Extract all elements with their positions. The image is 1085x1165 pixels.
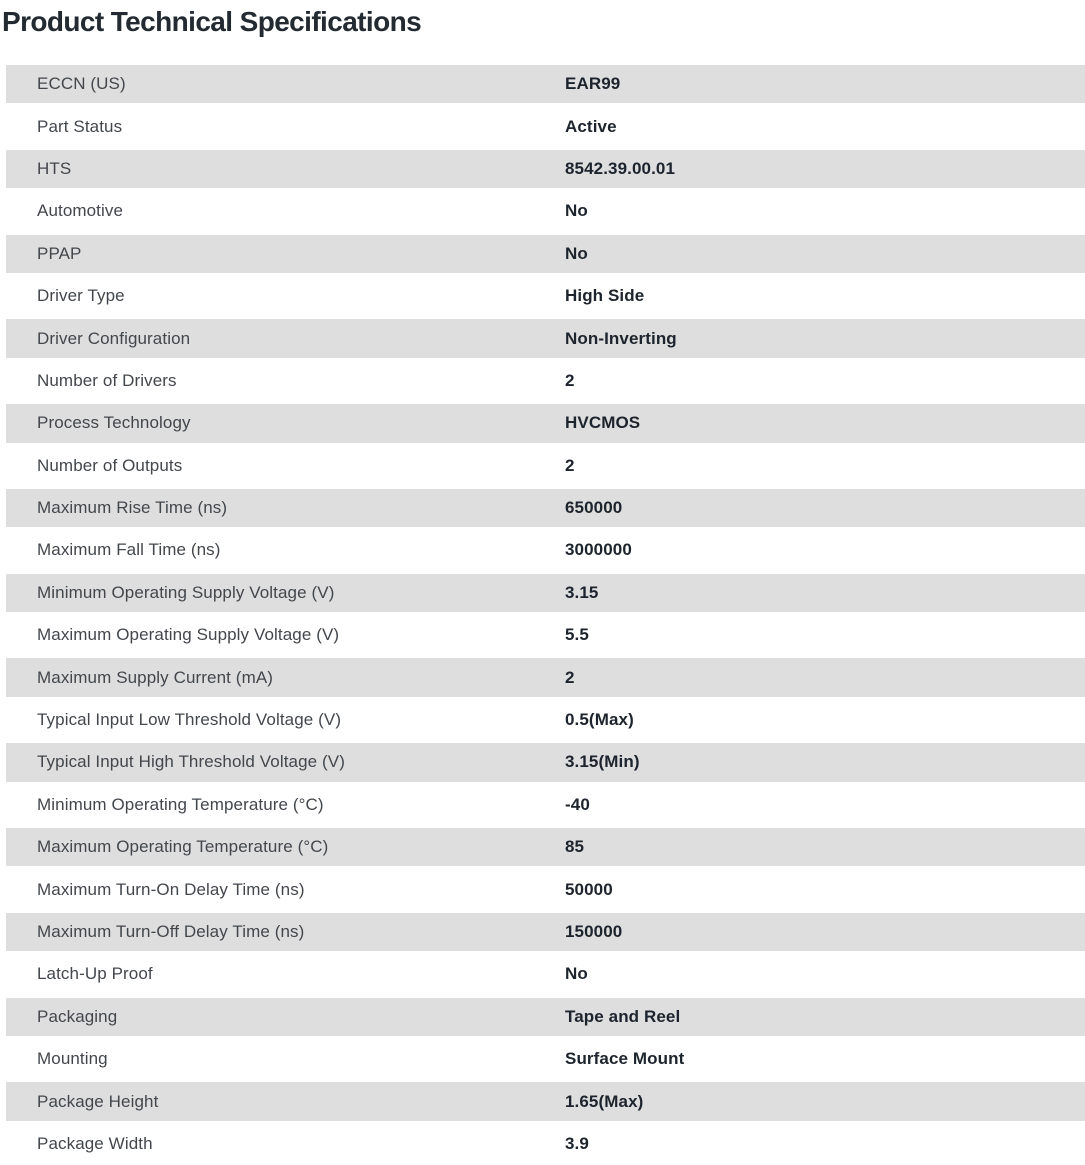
spec-label: HTS bbox=[37, 158, 72, 178]
spec-row bbox=[6, 741, 1085, 783]
spec-row bbox=[6, 868, 1085, 910]
spec-label: Latch-Up Proof bbox=[37, 964, 153, 984]
spec-label: Maximum Operating Temperature (°C) bbox=[37, 837, 329, 857]
spec-value: No bbox=[565, 243, 588, 263]
spec-value: 150000 bbox=[565, 922, 623, 941]
spec-value: No bbox=[565, 964, 588, 984]
spec-table bbox=[6, 63, 1085, 1165]
spec-row bbox=[6, 953, 1085, 995]
spec-row bbox=[6, 529, 1085, 571]
spec-label: Maximum Turn-On Delay Time (ns) bbox=[37, 879, 305, 899]
spec-label: Driver Type bbox=[37, 286, 125, 306]
spec-label: Minimum Operating Supply Voltage (V) bbox=[37, 582, 335, 602]
spec-row bbox=[6, 784, 1085, 826]
spec-value: -40 bbox=[565, 794, 590, 814]
spec-row bbox=[6, 1038, 1085, 1080]
spec-row bbox=[6, 1080, 1085, 1122]
spec-value: 0.5(Max) bbox=[565, 710, 634, 730]
page-title: Product Technical Specifications bbox=[2, 6, 422, 37]
spec-row bbox=[6, 656, 1085, 698]
spec-value: Surface Mount bbox=[565, 1049, 685, 1069]
spec-label: Minimum Operating Temperature (°C) bbox=[37, 794, 324, 814]
spec-value: 2 bbox=[565, 667, 575, 687]
spec-row bbox=[6, 63, 1085, 105]
spec-value: Tape and Reel bbox=[565, 1006, 681, 1026]
spec-label: Packaging bbox=[37, 1006, 118, 1026]
spec-value: 2 bbox=[565, 370, 575, 390]
spec-value: 650000 bbox=[565, 498, 623, 518]
spec-value: HVCMOS bbox=[565, 413, 641, 433]
spec-label: Automotive bbox=[37, 201, 124, 221]
spec-row bbox=[6, 233, 1085, 275]
spec-row bbox=[6, 402, 1085, 444]
spec-label: Typical Input Low Threshold Voltage (V) bbox=[37, 710, 342, 730]
spec-row bbox=[6, 148, 1085, 190]
spec-label: Package Width bbox=[37, 1133, 153, 1153]
spec-label: Maximum Turn-Off Delay Time (ns) bbox=[37, 922, 305, 941]
spec-value: 50000 bbox=[565, 879, 613, 899]
spec-value: 3.15(Min) bbox=[565, 752, 640, 772]
spec-value: Non-Inverting bbox=[565, 328, 677, 348]
spec-label: Mounting bbox=[37, 1049, 108, 1069]
spec-label: Process Technology bbox=[37, 413, 191, 433]
spec-value: 3.15 bbox=[565, 582, 599, 602]
spec-label: Number of Drivers bbox=[37, 370, 177, 390]
spec-value: No bbox=[565, 201, 588, 221]
spec-label: Maximum Fall Time (ns) bbox=[37, 540, 221, 560]
spec-label: Driver Configuration bbox=[37, 328, 191, 348]
spec-value: EAR99 bbox=[565, 74, 621, 94]
spec-label: Part Status bbox=[37, 116, 123, 136]
spec-row bbox=[6, 1123, 1085, 1165]
spec-label: Maximum Rise Time (ns) bbox=[37, 498, 228, 518]
spec-row bbox=[6, 572, 1085, 614]
spec-row bbox=[6, 317, 1085, 359]
spec-row bbox=[6, 445, 1085, 487]
spec-row bbox=[6, 190, 1085, 232]
spec-label: ECCN (US) bbox=[37, 74, 126, 94]
spec-row bbox=[6, 911, 1085, 953]
spec-value: Active bbox=[565, 116, 617, 136]
spec-row bbox=[6, 275, 1085, 317]
spec-value: 3.9 bbox=[565, 1133, 589, 1153]
spec-row bbox=[6, 699, 1085, 741]
spec-label: Number of Outputs bbox=[37, 455, 183, 475]
spec-value: 1.65(Max) bbox=[565, 1091, 644, 1111]
spec-value: 3000000 bbox=[565, 540, 632, 560]
spec-row bbox=[6, 105, 1085, 147]
spec-row bbox=[6, 487, 1085, 529]
spec-row bbox=[6, 996, 1085, 1038]
spec-row bbox=[6, 826, 1085, 868]
spec-value: 5.5 bbox=[565, 625, 589, 645]
spec-value: 85 bbox=[565, 837, 585, 857]
spec-row bbox=[6, 360, 1085, 402]
spec-value: High Side bbox=[565, 286, 645, 306]
spec-label: Maximum Operating Supply Voltage (V) bbox=[37, 625, 340, 645]
spec-label: Maximum Supply Current (mA) bbox=[37, 667, 274, 687]
spec-label: Package Height bbox=[37, 1091, 159, 1111]
spec-label: Typical Input High Threshold Voltage (V) bbox=[37, 752, 345, 772]
spec-value: 2 bbox=[565, 455, 575, 475]
spec-label: PPAP bbox=[37, 243, 82, 263]
spec-value: 8542.39.00.01 bbox=[565, 158, 676, 178]
spec-row bbox=[6, 614, 1085, 656]
